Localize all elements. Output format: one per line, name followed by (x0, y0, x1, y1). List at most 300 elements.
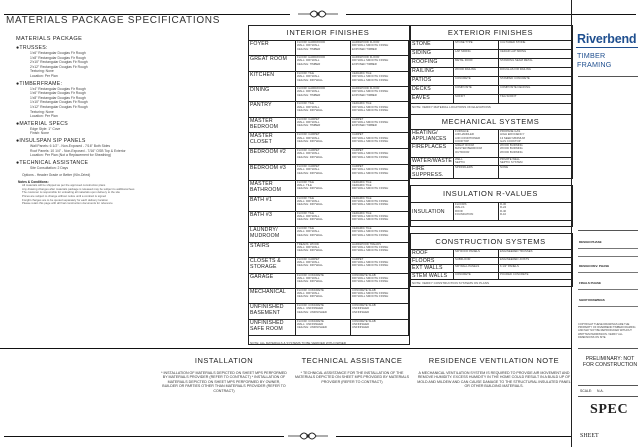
construction-label: EXT WALLS (411, 265, 454, 273)
materials-line: Edge Style: 1" Cove (30, 126, 61, 131)
interior-spec-line: WALL: DRYWALL (297, 151, 320, 156)
interior-material-line: UNFINISHED (352, 306, 370, 311)
interior-spec-line: CEILING: DRYWALL (297, 170, 324, 175)
construction-spec: CONCRETE (454, 272, 499, 280)
insulation-areas (454, 203, 499, 221)
notes-title: Notes & Conditions: (18, 180, 49, 185)
exterior-spec: COMPOSITE (454, 86, 499, 95)
exterior-label: DECKS (411, 86, 454, 95)
interior-material-line: DRYWALL SMOOTH FINISH (352, 279, 389, 284)
interior-room-name: GREAT ROOM (249, 56, 296, 72)
insulation-label: INSULATION (411, 203, 454, 221)
interior-spec (296, 257, 351, 273)
construction-row (411, 272, 572, 280)
interior-spec-line: CEILING: DRYWALL (297, 263, 324, 268)
interior-row (249, 180, 409, 196)
mechanical-spec-line: COOKTOP (455, 138, 469, 143)
sheet-label: SHEET (580, 433, 599, 439)
insulation-value: R-40 (500, 208, 507, 213)
interior-spec (296, 41, 351, 56)
interior-spec (296, 211, 351, 226)
interior-material (351, 180, 409, 196)
interior-material-line: HARDWOOD FLOOR (352, 40, 380, 44)
interior-spec-line: WALL: DRYWALL (297, 260, 320, 265)
interior-spec-line: FLOOR: TILE (297, 210, 315, 215)
interior-material-line: EXPOSED TIMBER (352, 92, 377, 97)
tech-assist-note (293, 356, 411, 384)
interior-row (249, 196, 409, 211)
interior-row (249, 257, 409, 273)
interior-spec (296, 102, 351, 117)
insulation-title: INSULATION R-VALUES (443, 189, 538, 198)
interior-spec-line: FLOOR: CARPET (297, 116, 320, 121)
mechanical-label: FIREPLACES (411, 144, 454, 158)
interior-spec-line: CEILING: DRYWALL (297, 154, 324, 159)
materials-line: 1'x6" Rectangular Douglas Fir Rough (30, 91, 86, 96)
interior-material-line: DRYWALL SMOOTH FINISH (352, 214, 389, 219)
interior-material-line: DRYWALL SMOOTH FINISH (352, 170, 389, 175)
interior-row (249, 149, 409, 165)
exterior-row (411, 59, 572, 68)
interior-room-name: MECHANICAL (249, 288, 296, 303)
interior-spec-line: FLOOR: CARPET (297, 163, 320, 168)
interior-room-name: KITCHEN (249, 71, 296, 86)
page-title: MATERIALS PACKAGE SPECIFICATIONS (6, 15, 221, 26)
mechanical-value-line: SEPTIC SYSTEM (500, 159, 523, 164)
mechanical-spec (454, 157, 499, 165)
construction-row (411, 257, 572, 265)
interior-material-line: DRYWALL SMOOTH FINISH (352, 229, 389, 234)
interior-spec-line: CEILING: DRYWALL (297, 186, 324, 191)
mid-rule (0, 348, 571, 349)
interior-material (351, 87, 409, 102)
title-block-border (571, 0, 572, 447)
materials-heading: MATERIALS PACKAGE (16, 36, 83, 42)
mechanical-spec-line: FURNACE (455, 129, 469, 133)
mechanical-spec-line: OUTDOOR (455, 149, 470, 154)
prelim-notice: PRELIMINARY: NOT FOR CONSTRUCTION (582, 356, 638, 369)
interior-material-line: DRYWALL SMOOTH FINISH (352, 107, 389, 112)
materials-line: Location: Per Plan (Not a Replacement for Sheathing) (30, 153, 112, 158)
interior-material-line: DRYWALL SMOOTH FINISH (352, 248, 389, 253)
interior-material-line: DRYWALL SMOOTH FINISH (352, 291, 389, 296)
interior-spec-line: CEILING: DRYWALL (297, 202, 324, 207)
tb-rule-3 (578, 348, 638, 349)
interior-spec-line: WALL: DRYWALL (297, 275, 320, 280)
note-line: All materials will be shipped as per the approved construction plans (22, 183, 106, 188)
interior-spec (296, 117, 351, 133)
interior-spec-line: WALL: DRYWALL (297, 167, 320, 172)
mechanical-spec-line: MASTER BEDROOM (455, 146, 482, 151)
interior-room-name: MASTER BATHROOM (249, 180, 296, 196)
mechanical-row (411, 157, 572, 165)
interior-material (351, 257, 409, 273)
interior-material-line: DRYWALL SMOOTH FINISH (352, 119, 389, 124)
interior-spec (296, 242, 351, 257)
materials-line: 2'x12" Rectangular Douglas Fir Rough (30, 64, 88, 69)
ventilation-title: RESIDENCE VENTILATION NOTE (428, 356, 560, 365)
interior-spec-line: CEILING: TIMBER (297, 61, 321, 66)
interior-spec-line: FLOOR: CONCRETE (297, 318, 324, 323)
finals-phase: FINALS PHASE (579, 282, 602, 285)
interior-material-line: CONCRETE SLAB (352, 287, 376, 292)
bottom-rule-left (4, 436, 284, 437)
interior-material-line: CERAMIC TILE (352, 183, 372, 188)
interior-spec-line: WALL: DRYWALL (297, 58, 320, 63)
interior-material (351, 56, 409, 72)
interior-row (249, 164, 409, 180)
insulation-values (499, 203, 572, 221)
construction-value: 6 1/2" PANELS (499, 265, 572, 273)
interior-room-name: CLOSETS & STORAGE (249, 257, 296, 273)
interior-spec-line: FLOOR: CONCRETE (297, 303, 324, 308)
materials-line: Texturing: None (30, 109, 54, 114)
exterior-material: DOUGLAS FIR RAILING (499, 68, 572, 77)
interior-spec (296, 196, 351, 211)
construction-value: ENGINEERED JOISTS (499, 257, 572, 265)
interior-spec-line: WALL: DRYWALL (297, 198, 320, 203)
interior-spec-line: FLOOR: TILE (297, 225, 315, 230)
interior-table (248, 40, 409, 336)
top-rule-right (346, 14, 636, 15)
note-line: Any drawing changes after materials package is released may be subject to additional fees (22, 186, 135, 191)
design-phase: DESIGN PHASE (579, 241, 602, 244)
exterior-spec: METAL ROOF (454, 59, 499, 68)
interior-room-name: BATH #3 (249, 211, 296, 226)
interior-material-line: DRYWALL SMOOTH FINISH (352, 260, 389, 265)
mechanical-title: MECHANICAL SYSTEMS (441, 117, 540, 126)
interior-material (351, 71, 409, 86)
interior-material (351, 117, 409, 133)
tb-line-c (578, 272, 638, 273)
interior-row (249, 133, 409, 149)
interior-spec (296, 133, 351, 149)
options-line: Options - Header Grade or Better (Kiln-Dried) (22, 173, 91, 178)
tech-assist-text: * TECHNICAL ASSISTANCE FOR THE INSTALLATION OF THE MATERIALS DEPICTED ON SHEET MPS PROVIDED BY MATERIALS PROVIDER (REFER TO CONTRACT) (295, 371, 409, 384)
interior-material-line: DRYWALL SMOOTH FINISH (352, 167, 389, 172)
design-rev: DESIGN REV. PHASE (579, 265, 610, 268)
interior-spec-line: WALL: TILE (297, 183, 312, 188)
interior-material-line: CERAMIC TILE (352, 179, 372, 184)
interior-spec-line: CEILING: DRYWALL (297, 279, 324, 284)
exterior-row (411, 86, 572, 95)
materials-line: 1'x6" Rectangular Douglas Fir Rough (30, 51, 86, 55)
interior-room-name: UNFINISHED BASEMENT (249, 304, 296, 320)
interior-room-name: MASTER CLOSET (249, 133, 296, 149)
materials-line: Location: Per Plan (30, 114, 58, 119)
interior-material-line: CARPET (352, 256, 364, 261)
interior-room-name: UNFINISHED SAFE ROOM (249, 319, 296, 335)
exterior-row (411, 77, 572, 86)
interior-material-line: DRYWALL SMOOTH FINISH (352, 58, 389, 63)
interior-title: INTERIOR FINISHES (286, 28, 370, 37)
interior-row (249, 71, 409, 86)
interior-material-line: CONCRETE SLAB (352, 303, 376, 308)
exterior-material: COMPOSITE DECKING (499, 86, 572, 95)
interior-material-line: CARPET (352, 132, 364, 137)
note-line: The customer is responsible for unloading all materials upon delivery to the site (22, 190, 120, 195)
interior-spec (296, 288, 351, 303)
interior-spec-line: WALL: DRYWALL (297, 291, 320, 296)
interior-material-line: CONCRETE SLAB (352, 318, 376, 323)
brand-sub: TIMBER FRAMING (577, 51, 612, 69)
mechanical-value-line: WOOD BURNING (500, 149, 523, 154)
construction-title: CONSTRUCTION SYSTEMS (435, 237, 546, 246)
tb-line-a (578, 248, 638, 249)
interior-room-name: PANTRY (249, 102, 296, 117)
interior-material-line: EXPOSED TIMBER (352, 46, 377, 51)
interior-room-name: BEDROOM #3 (249, 164, 296, 180)
interior-material-line: CARPET (352, 116, 364, 121)
exterior-material: CEDAR LAP SIDING (499, 50, 572, 59)
materials-line: 1'x8" Rectangular Douglas Fir Rough (30, 55, 86, 60)
materials-section-title: ●TECHNICAL ASSISTANCE (16, 159, 89, 166)
ventilation-text: A MECHANICAL VENTILATION SYSTEM IS REQUIRED TO PROVIDE AIR MOVEMENT AND REMOVE HUMIDITY. EXCESS HUMIDITY IN THE HOME COULD RESULT IN A BUILD UP OF MOLD AND MILDEW AND CAN CAUSE DAMAGE TO THE STRUCTURAL INSULATED PANEL OR OTHER BUILDING MATERIALS. (417, 371, 571, 389)
insulation-table (410, 202, 572, 221)
materials-line: 1'x12" Rectangular Douglas Fir Rough (30, 104, 88, 109)
bottom-rule-right (336, 436, 571, 437)
interior-spec-line: CEILING: DRYWALL (297, 248, 324, 253)
materials-line: Site Consultation: 2 Days (30, 165, 69, 170)
construction-label: ROOF (411, 250, 454, 258)
mechanical-spec-line: AIR CONDITIONER (455, 135, 481, 140)
tb-rule-5 (578, 396, 638, 397)
exterior-material: CULTURED STONE (499, 41, 572, 50)
interior-spec-line: CEILING: UNFINISHED (297, 309, 327, 314)
interior-material-line: DRYWALL SMOOTH FINISH (352, 275, 389, 280)
interior-spec (296, 56, 351, 72)
insulation-area: FOUNDATION (455, 211, 474, 216)
ventilation-note (416, 356, 572, 389)
sheet-number: SPEC (590, 402, 629, 417)
interior-row (249, 242, 409, 257)
interior-material-line: DRYWALL SMOOTH FINISH (352, 217, 389, 222)
interior-spec-line: WALL: UNFINISHED (297, 322, 324, 327)
tb-rule-1 (578, 76, 638, 77)
mechanical-value-line: HIGH EFFICIENCY (500, 132, 525, 137)
interior-row (249, 117, 409, 133)
interior-material-line: UNFINISHED (352, 325, 370, 330)
exterior-spec: STONE TYPE (454, 41, 499, 50)
note-line: Prices are subject to change without notice until a contract is signed (22, 194, 106, 199)
interior-row (249, 273, 409, 288)
tb-rule-2 (578, 230, 638, 231)
interior-material-line: DRYWALL SMOOTH FINISH (352, 74, 389, 79)
interior-material (351, 149, 409, 165)
interior-material-line: DRYWALL SMOOTH FINISH (352, 138, 389, 143)
interior-spec (296, 71, 351, 86)
interior-material (351, 133, 409, 149)
exterior-row (411, 41, 572, 50)
tb-line-b (578, 256, 638, 257)
interior-material-line: UNFINISHED (352, 309, 370, 314)
interior-spec-line: FLOOR: TILE (297, 179, 315, 184)
installation-title: INSTALLATION (194, 356, 254, 365)
interior-spec-line: FLOOR: TILE (297, 70, 315, 75)
insulation-value: R-24 (500, 205, 507, 210)
interior-material-line: DRYWALL SMOOTH FINISH (352, 202, 389, 207)
brand-name: Riverbend (577, 32, 637, 46)
tech-assist-title: TECHNICAL ASSISTANCE (301, 356, 403, 365)
interior-material-line: CERAMIC TILE (352, 70, 372, 75)
interior-row (249, 288, 409, 303)
exterior-note: NOTE: VERIFY MATERIAL LOCATIONS ON ELEVATIONS (412, 106, 491, 109)
construction-value: POURED CONCRETE (499, 272, 572, 280)
interior-spec-line: FLOOR: CARPET (297, 148, 320, 153)
interior-spec-line: FLOOR: HARDWOOD (297, 55, 326, 60)
interior-material-line: DRYWALL SMOOTH FINISH (352, 104, 389, 109)
interior-spec-line: FLOOR: CONCRETE (297, 287, 324, 292)
interior-spec (296, 304, 351, 320)
materials-line: Finish: None (30, 131, 50, 136)
interior-row (249, 102, 409, 117)
materials-line: 2'x10" Rectangular Douglas Fir Rough (30, 60, 88, 65)
interior-room-name: DINING (249, 87, 296, 102)
notes-list (16, 184, 246, 206)
construction-table (410, 249, 572, 280)
interior-spec-line: CEILING: DRYWALL (297, 294, 324, 299)
interior-spec-line: WALL: DRYWALL (297, 214, 320, 219)
interior-material-line: CONCRETE SLAB (352, 272, 376, 277)
construction-label: FLOORS (411, 257, 454, 265)
disclaimer: COPYRIGHT THESE DRAWINGS ARE THE PROPERTY OF RIVERBEND TIMBER FRAMING AND MAY NOT BE REPRODUCED WITHOUT WRITTEN PERMISSION. VERIFY ALL DIMENSIONS ON SITE. (578, 323, 636, 339)
interior-row (249, 304, 409, 320)
exterior-label: PATIOS (411, 77, 454, 86)
interior-material-line: DRYWALL SMOOTH FINISH (352, 43, 389, 48)
mechanical-spec-line: WELL (455, 156, 463, 161)
interior-spec-line: WALL: DRYWALL (297, 119, 320, 124)
interior-material-line: DRYWALL SMOOTH FINISH (352, 89, 389, 94)
interior-spec-line: TREADS: WOOD (297, 241, 319, 246)
mechanical-label: FIRE SUPPRESS. (411, 165, 454, 178)
installation-note (160, 356, 288, 393)
materials-line: 1'x4" Rectangular Douglas Fir Rough (30, 86, 86, 91)
interior-material-line: DRYWALL SMOOTH FINISH (352, 263, 389, 268)
interior-material-line: DRYWALL SMOOTH FINISH (352, 151, 389, 156)
mechanical-spec-line: AIR HANDLER (455, 132, 474, 137)
exterior-material: T&G SOFFIT (499, 95, 572, 104)
interior-spec-line: WALL: DRYWALL (297, 245, 320, 249)
exterior-label: EAVES (411, 95, 454, 104)
exterior-spec: CONCRETE (454, 77, 499, 86)
mechanical-value-line: PROPANE GAS (500, 129, 521, 133)
interior-room-name: BATH #1 (249, 196, 296, 211)
exterior-spec: LAP SIDING (454, 50, 499, 59)
interior-spec (296, 149, 351, 165)
interior-spec (296, 226, 351, 242)
tb-line-e (578, 306, 638, 307)
interior-material-line: DRYWALL SMOOTH FINISH (352, 154, 389, 159)
interior-material (351, 273, 409, 288)
mechanical-value-line: NONE (500, 164, 509, 169)
mechanical-spec (454, 144, 499, 158)
interior-material-line: HARDWOOD FLOOR (352, 86, 380, 91)
materials-section-title: ●INSULSPAN SIP PANELS (16, 137, 86, 144)
construction-spec: SIP WALL PANELS (454, 265, 499, 273)
exterior-material: STANDING SEAM METAL (499, 59, 572, 68)
interior-material-line: UNFINISHED (352, 322, 370, 327)
mechanical-value-line: GAS COOKTOP (500, 138, 521, 143)
interior-material-line: HARDWOOD FLOOR (352, 55, 380, 60)
exterior-row (411, 50, 572, 59)
interior-spec-line: FLOOR: TILE (297, 195, 315, 200)
interior-material-line: EXPOSED TIMBER (352, 123, 377, 128)
insulation-value: R-10 (500, 211, 507, 216)
interior-material-line: DRYWALL SMOOTH FINISH (352, 135, 389, 140)
interior-spec (296, 180, 351, 196)
interior-spec (296, 319, 351, 335)
construction-row (411, 250, 572, 258)
interior-row (249, 87, 409, 102)
interior-spec-line: CEILING: DRYWALL (297, 217, 324, 222)
interior-material-line: EXPOSED TIMBER (352, 61, 377, 66)
mechanical-value (499, 144, 572, 158)
interior-material-line: CARPET (352, 163, 364, 168)
tb-line-d (578, 289, 638, 290)
scale-value: N.A. (597, 389, 604, 393)
interior-spec-line: WALL: DRYWALL (297, 229, 320, 234)
interior-spec-line: CEILING: TIMBER (297, 46, 321, 51)
interior-material (351, 196, 409, 211)
interior-spec-line: CEILING: UNFINISHED (297, 325, 327, 330)
mechanical-row (411, 144, 572, 158)
materials-section-title: ●TIMBERFRAME: (16, 80, 63, 87)
note-line: Please retain this page with all final construction documents for reference (22, 201, 113, 206)
exterior-row (411, 68, 572, 77)
interior-spec-line: FLOOR: HARDWOOD (297, 86, 326, 91)
interior-material-line: CARPET (352, 148, 364, 153)
mechanical-value-line: WOOD BURNING (500, 146, 523, 151)
note-line: Freight charges are to be quoted separately for each delivery location (22, 197, 108, 202)
mechanical-value (499, 157, 572, 165)
interior-spec-line: WALL: DRYWALL (297, 43, 320, 48)
interior-spec-line: FLOOR: TILE (297, 101, 315, 106)
interior-material-line: DRYWALL SMOOTH FINISH (352, 77, 389, 82)
mechanical-label: WATER/WASTE (412, 157, 453, 164)
interior-row (249, 41, 409, 56)
exterior-label: ROOFING (411, 59, 454, 68)
interior-material-line: CERAMIC TILE (352, 195, 372, 200)
interior-material (351, 164, 409, 180)
interior-note: NOTE: ALL MATERIALS & SYSTEMS TO BE VERIFIED WITH OWNER (250, 342, 346, 345)
bottom-notes (160, 356, 571, 432)
mechanical-label: HEATING/ APPLIANCES (411, 130, 454, 144)
materials-line: Texturing: None (30, 69, 54, 74)
materials-line: 1'x8" Rectangular Douglas Fir Rough (30, 95, 86, 100)
interior-row (249, 319, 409, 335)
construction-spec: SUBFLOOR (454, 257, 499, 265)
installation-text: * INSTALLATION OF MATERIALS DEPICTED ON SHEET MPS PERFORMED BY MATERIALS PROVIDER (REFER TO CONTRACT) * INSTALLATION OF MATERIALS DEPICTED ON SHEET MPS PERFORMED BY OWNER, BUILDER OR PARTIES OTHER THAN MATERIALS PROVIDER (REFER TO CONTRACT) (161, 371, 287, 393)
interior-spec (296, 164, 351, 180)
scale-label: SCALE: (580, 389, 593, 393)
exterior-label: STONE (411, 41, 454, 50)
interior-material-line: DRYWALL SMOOTH FINISH (352, 245, 389, 249)
interior-row (249, 226, 409, 242)
interior-spec-line: FLOOR: CARPET (297, 256, 320, 261)
interior-material-line: DRYWALL SMOOTH FINISH (352, 198, 389, 203)
interior-material (351, 319, 409, 335)
interior-material-line: CERAMIC TILE (352, 101, 372, 106)
exterior-label: RAILING (411, 68, 454, 77)
interior-spec-line: WALL: DRYWALL (297, 74, 320, 79)
mechanical-spec-line: SEPTIC (455, 159, 466, 164)
interior-room-name: STAIRS (249, 242, 296, 257)
construction-spec: SIP ROOF PANELS (454, 250, 499, 258)
mechanical-table (410, 129, 572, 179)
exterior-row (411, 95, 572, 104)
materials-line: Roof Panels: 10 1/4" - Non-Exposed - 7/16" OSB Top & Exterior (30, 148, 126, 153)
mechanical-value-line: 13 SEER MINIMUM (500, 135, 525, 140)
